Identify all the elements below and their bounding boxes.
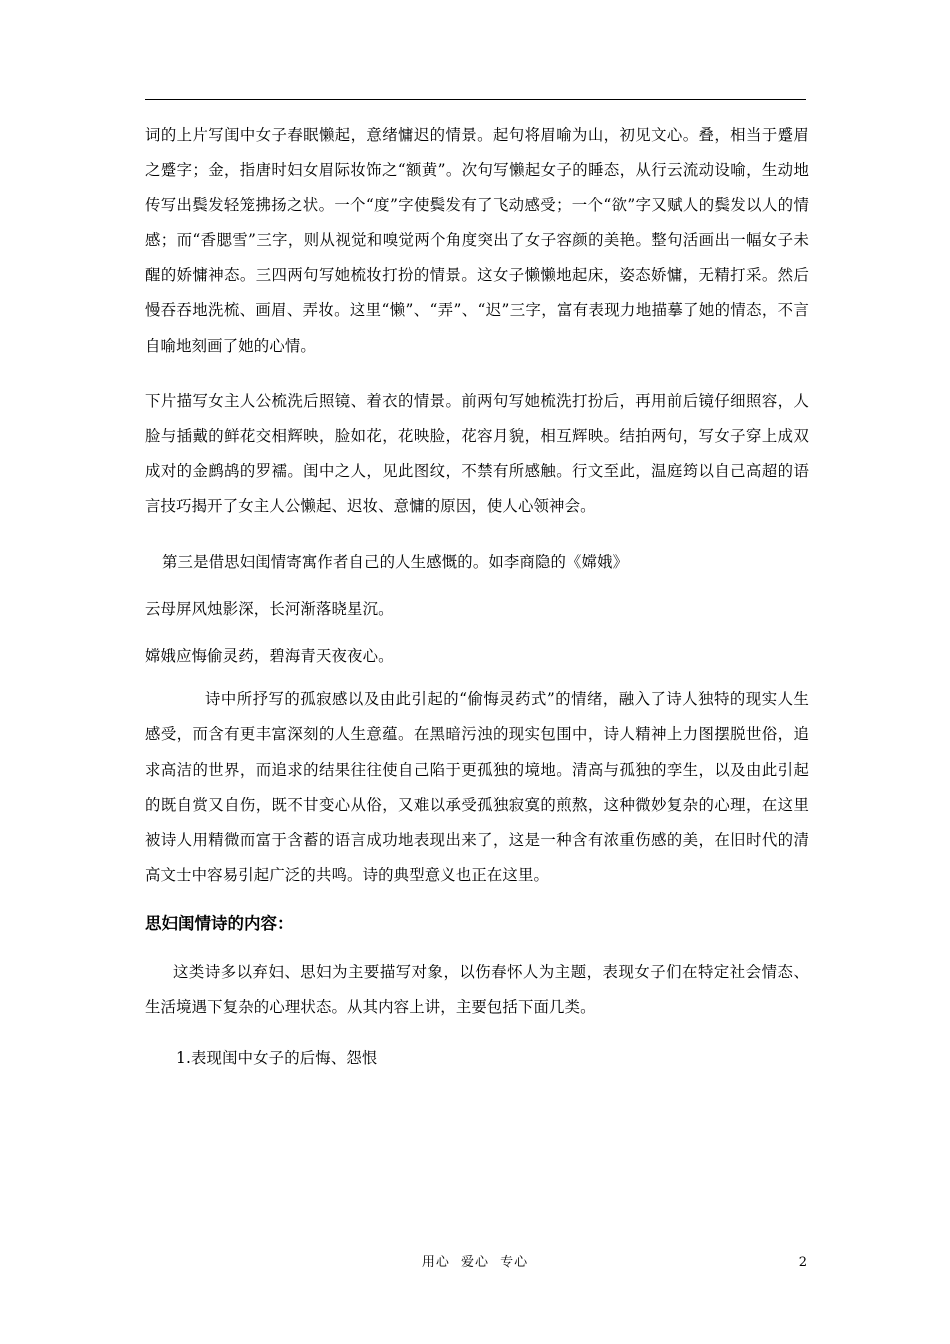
paragraph-second-stanza-analysis: 下片描写女主人公梳洗后照镜、着衣的情景。前两句写她梳洗打扮后，再用前后镜仔细照容，人脸与插戴的鲜花交相辉映，脸如花，花映脸，花容月貌，相互辉映。结拍两句，写女子穿上成双成对的金鹧鸪的罗襦。闺中之人，见此图纹，不禁有所感触。行文至此，温庭筠以自己高超的语言技巧揭开了女主人公懒起、迟妆、意慵的原因，使人心领神会。 (145, 391, 809, 515)
page-footer (0, 1253, 950, 1273)
poem-line-2: 嫦娥应悔偷灵药，碧海青天夜夜心。 (145, 647, 394, 666)
paragraph-section-intro: 这类诗多以弃妇、思妇为主要描写对象，以伤春怀人为主题，表现女子们在特定社会情态、生活境遇下复杂的心理状态。从其内容上讲，主要包括下面几类。 (145, 962, 809, 1016)
document-body (145, 118, 809, 1076)
page-number: 2 (798, 1255, 807, 1270)
header-rule (145, 99, 806, 100)
section-heading: 思妇闺情诗的内容： (145, 913, 294, 933)
paragraph-third-category-intro: 第三是借思妇闺情寄寓作者自己的人生感慨的。如李商隐的《嫦娥》 (162, 553, 629, 572)
paragraph-first-stanza-analysis: 词的上片写闺中女子春眠懒起，意绪慵迟的情景。起句将眉喻为山，初见文心。叠，相当于蹙眉之蹙字；金，指唐时妇女眉际妆饰之“额黄”。次句写懒起女子的睡态，从行云流动设喻，生动地传写出鬓发轻笼拂扬之状。一个“度”字使鬓发有了飞动感受；一个“欲”字又赋人的鬓发以人的情感；而“香腮雪”三字，则从视觉和嗅觉两个角度突出了女子容颜的美艳。整句活画出一幅女子未醒的娇慵神态。三四两句写她梳妆打扮的情景。这女子懒懒地起床，姿态娇慵，无精打采。然后慢吞吞地洗梳、画眉、弄妆。这里“懒”、“弄”、“迟”三字，富有表现力地描摹了她的情态，不言自喻地刻画了她的心情。 (145, 126, 809, 355)
footer-motto: 用心 爱心 专心 (421, 1255, 529, 1270)
paragraph-poem-analysis: 诗中所抒写的孤寂感以及由此引起的“偷悔灵药式”的情绪，融入了诗人独特的现实人生感受，而含有更丰富深刻的人生意蕴。在黑暗污浊的现实包围中，诗人精神上力图摆脱世俗，追求高洁的世界，而追求的结果往往使自己陷于更孤独的境地。清高与孤独的孪生，以及由此引起的既自赏又自伤，既不甘变心从俗，又难以承受孤独寂寞的煎熬，这种微妙复杂的心理，在这里被诗人用精微而富于含蓄的语言成功地表现出来了，这是一种含有浓重伤感的美，在旧时代的清高文士中容易引起广泛的共鸣。诗的典型意义也正在这里。 (145, 690, 809, 884)
poem-line-1: 云母屏风烛影深，长河渐落晓星沉。 (145, 600, 394, 619)
list-item-1: 1.表现闺中女子的后悔、怨恨 (176, 1049, 378, 1068)
